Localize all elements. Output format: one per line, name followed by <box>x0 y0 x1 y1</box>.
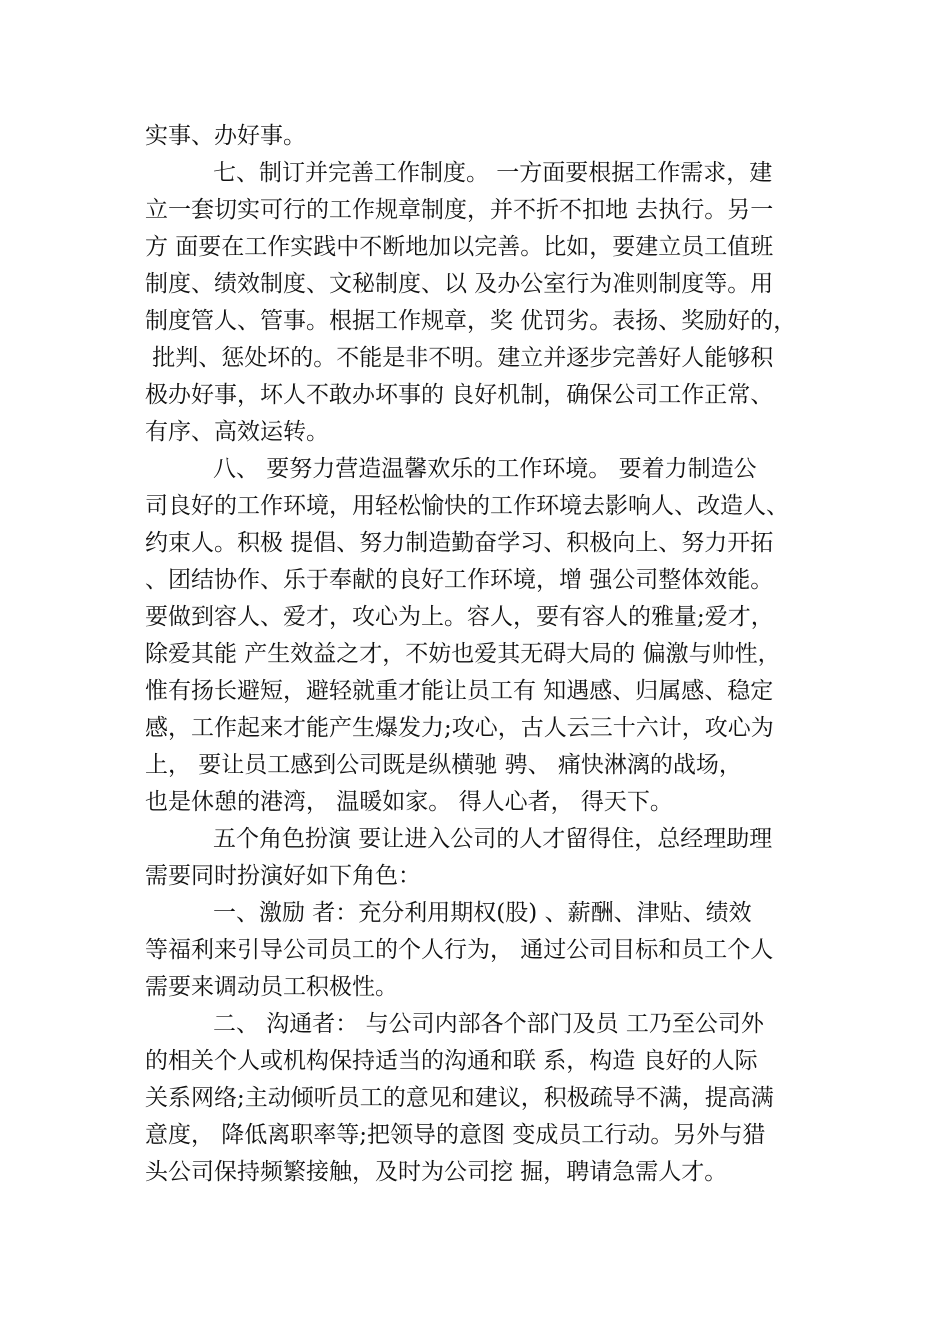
text-line: 也是休憩的港湾， 温暖如家。 得人心者， 得天下。 <box>145 789 673 815</box>
text-line: 制度、绩效制度、文秘制度、以 及办公室行为准则制度等。用 <box>145 271 774 297</box>
text-line: 司良好的工作环境，用轻松愉快的工作环境去影响人、改造人、 <box>145 493 789 519</box>
text-line: 约束人。积极 提倡、努力制造勤奋学习、积极向上、努力开拓 <box>145 530 774 556</box>
text-line: 需要来调动员工积极性。 <box>145 974 398 1000</box>
text-line: 批判、惩处坏的。不能是非不明。建立并逐步完善好人能够积 <box>145 345 774 371</box>
text-line: 实事、办好事。 <box>145 123 306 149</box>
text-line: 惟有扬长避短，避轻就重才能让员工有 知遇感、归属感、稳定 <box>145 678 774 704</box>
text-line: 有序、高效运转。 <box>145 419 329 445</box>
text-line: 一、激励 者：充分利用期权(股) 、薪酬、津贴、绩效 <box>213 900 752 926</box>
text-line: 感，工作起来才能产生爆发力;攻心，古人云三十六计，攻心为 <box>145 715 774 741</box>
text-line: 的相关个人或机构保持适当的沟通和联 系，构造 良好的人际 <box>145 1048 758 1074</box>
text-line: 立一套切实可行的工作规章制度，并不折不扣地 去执行。另一 <box>145 197 774 223</box>
text-line: 关系网络;主动倾听员工的意见和建议，积极疏导不满，提高满 <box>145 1085 774 1111</box>
text-line: 方 面要在工作实践中不断地加以完善。比如，要建立员工值班 <box>145 234 774 260</box>
text-line: 要做到容人、爱才，攻心为上。容人，要有容人的雅量;爱才， <box>145 604 774 630</box>
text-line: 意度， 降低离职率等;把领导的意图 变成员工行动。另外与猎 <box>145 1122 766 1148</box>
text-line: 需要同时扮演好如下角色： <box>145 863 421 889</box>
text-line: 、团结协作、乐于奉献的良好工作环境，增 强公司整体效能。 <box>145 567 774 593</box>
text-line: 二、 沟通者： 与公司内部各个部门及员 工乃至公司外 <box>213 1011 764 1037</box>
text-line: 极办好事，坏人不敢办坏事的 良好机制，确保公司工作正常、 <box>145 382 774 408</box>
text-line: 等福利来引导公司员工的个人行为， 通过公司目标和员工个人 <box>145 937 774 963</box>
text-line: 上， 要让员工感到公司既是纵横驰 骋、 痛快淋漓的战场， <box>145 752 742 778</box>
text-line: 头公司保持频繁接触，及时为公司挖 掘，聘请急需人才。 <box>145 1159 728 1185</box>
text-line: 八、 要努力营造温馨欢乐的工作环境。 要着力制造公 <box>213 456 757 482</box>
text-line: 制度管人、管事。根据工作规章，奖 优罚劣。表扬、奖励好的， <box>145 308 797 334</box>
text-line: 五个角色扮演 要让进入公司的人才留得住，总经理助理 <box>213 826 773 852</box>
text-line: 七、制订并完善工作制度。 一方面要根据工作需求，建 <box>213 160 773 186</box>
text-line: 除爱其能 产生效益之才，不妨也爱其无碍大局的 偏激与帅性， <box>145 641 781 667</box>
